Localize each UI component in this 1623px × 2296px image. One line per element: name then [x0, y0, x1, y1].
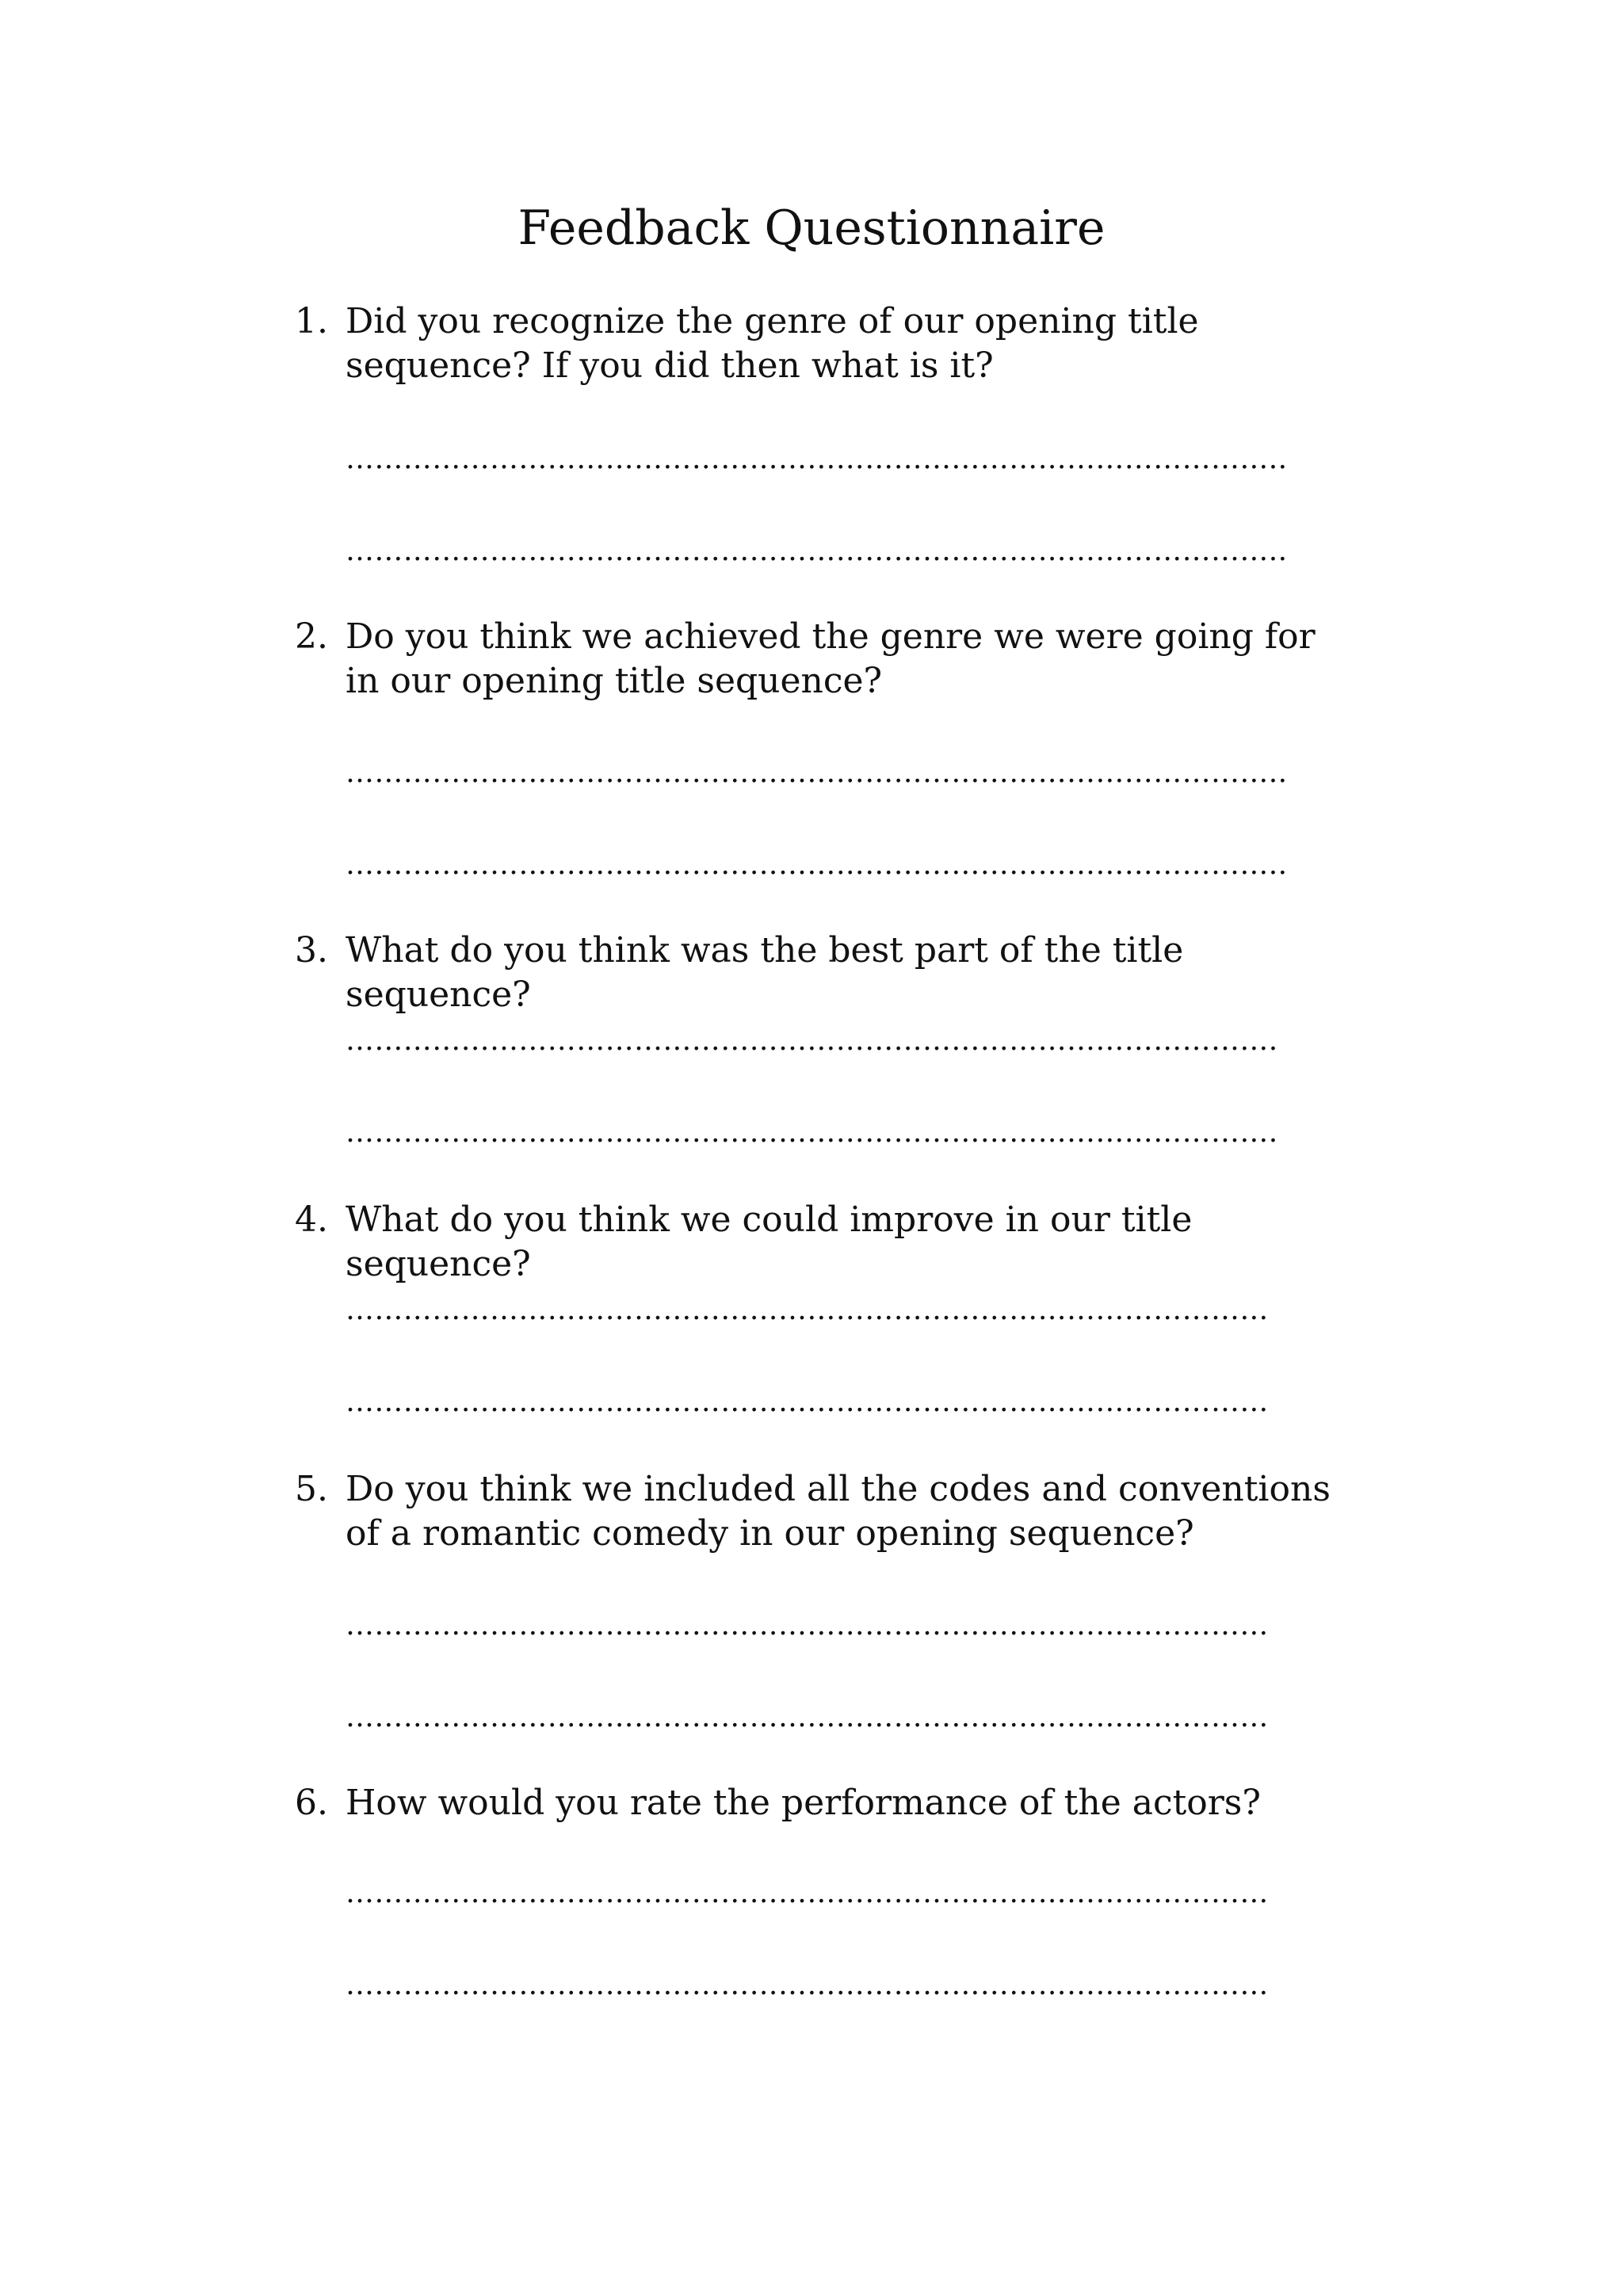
question-6	[295, 1781, 1357, 1825]
answer-line[interactable]: ……………………………………………………………………………………	[346, 1877, 1269, 1909]
answer-line[interactable]: ……………………………………………………………………………………..	[346, 849, 1288, 881]
question-5	[295, 1467, 1357, 1556]
page-title: Feedback Questionnaire	[517, 200, 1106, 256]
question-text: What do you think we could improve in our title sequence?	[346, 1199, 1193, 1284]
question-number: 6.	[295, 1783, 328, 1823]
question-1	[295, 299, 1357, 388]
answer-line[interactable]: ……………………………………………………………………………………..	[346, 535, 1288, 567]
answer-line[interactable]: …………………………………………………………………………………….	[346, 1024, 1278, 1057]
question-3	[295, 929, 1357, 1017]
answer-line[interactable]: ……………………………………………………………………………………	[346, 1386, 1269, 1418]
answer-line[interactable]: ……………………………………………………………………………………	[346, 1609, 1269, 1642]
question-text: What do you think was the best part of the title sequence?	[346, 930, 1184, 1015]
question-number: 1.	[295, 301, 328, 341]
question-text: Do you think we achieved the genre we were going for in our opening title sequence?	[346, 616, 1316, 701]
question-4	[295, 1198, 1357, 1287]
question-number: 2.	[295, 616, 328, 657]
question-number: 5.	[295, 1469, 328, 1509]
answer-line[interactable]: …………………………………………………………………………………….	[346, 1116, 1278, 1149]
answer-line[interactable]: ……………………………………………………………………………………	[346, 1701, 1269, 1733]
question-number: 4.	[295, 1199, 328, 1240]
answer-line[interactable]: ……………………………………………………………………………………..	[346, 757, 1288, 789]
question-text: Do you think we included all the codes and conventions of a romantic comedy in our opening sequence?	[346, 1469, 1331, 1554]
question-number: 3.	[295, 930, 328, 971]
question-2	[295, 615, 1357, 704]
question-text: Did you recognize the genre of our opening title sequence? If you did then what is it?	[346, 301, 1199, 386]
answer-line[interactable]: ……………………………………………………………………………………..	[346, 443, 1288, 475]
answer-line[interactable]: ……………………………………………………………………………………	[346, 1294, 1269, 1326]
question-text: How would you rate the performance of the actors?	[346, 1783, 1261, 1823]
answer-line[interactable]: ……………………………………………………………………………………	[346, 1969, 1269, 2001]
